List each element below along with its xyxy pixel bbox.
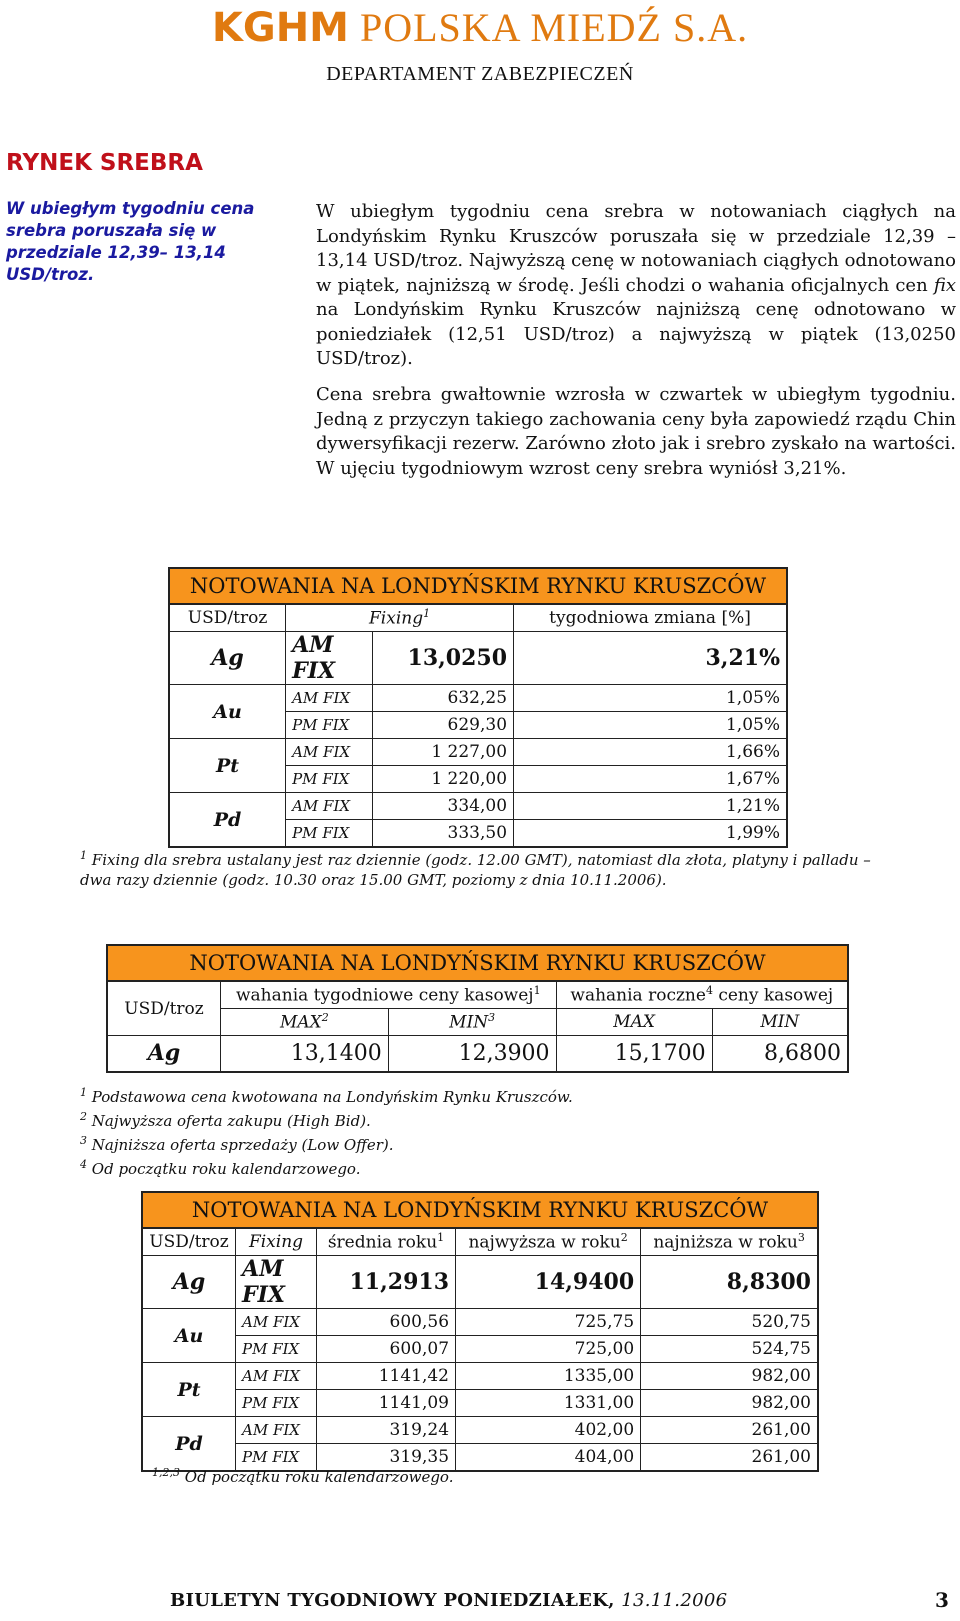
col-yearly: wahania roczne$^4$ ceny kasowej [556, 981, 848, 1009]
col-unit: USD/troz [107, 981, 221, 1036]
col-unit: USD/troz [142, 1228, 236, 1256]
table-row: Au AM FIX 632,25 1,05% [169, 685, 787, 712]
table-title: NOTOWANIA NA LONDYŃSKIM RYNKU KRUSZCÓW [169, 568, 787, 604]
col-change: tygodniowa zmiana [%] [514, 604, 787, 632]
table-row: PM FIX 600,07 725,00 524,75 [142, 1336, 818, 1363]
table2-footnotes: $^1$ Podstawowa cena kwotowana na Londyńskim Rynku Kruszców. $^2$ Najwyższa oferta zakupu (High Bid). $^3$ Najniższa oferta sprzedaży (Low Offer). $^4$ Od początku roku kalendarzowego. [80, 1086, 573, 1178]
table-yearly [141, 1191, 819, 1472]
table3-footnote: $^{1,2,3}$ Od początku roku kalendarzowego. [152, 1466, 454, 1486]
table-row: PM FIX 1141,09 1331,00 982,00 [142, 1390, 818, 1417]
company-title: KGHM POLSKA MIEDŹ S.A. [211, 5, 749, 51]
table-weekly-fixing [168, 567, 788, 848]
col-fixing: Fixing$^1$ [286, 604, 514, 632]
table-row: PM FIX 333,50 1,99% [169, 820, 787, 848]
table-row: Ag AM FIX 11,2913 14,9400 8,8300 [142, 1256, 818, 1309]
table-row: Ag AM FIX 13,0250 3,21% [169, 632, 787, 685]
table-row: Pd AM FIX 334,00 1,21% [169, 793, 787, 820]
col-unit: USD/troz [169, 604, 286, 632]
col-min: najniższa w roku$^3$ [641, 1228, 818, 1256]
section-title: RYNEK SREBRA [6, 150, 203, 176]
bulletin-footer: BIULETYN TYGODNIOWY PONIEDZIAŁEK, 13.11.2006 [170, 1590, 728, 1611]
table-title: NOTOWANIA NA LONDYŃSKIM RYNKU KRUSZCÓW [107, 945, 848, 981]
table-row: Pd AM FIX 319,24 402,00 261,00 [142, 1417, 818, 1444]
col-yearly-min: MIN [712, 1009, 848, 1036]
table-row: Ag 13,1400 12,3900 15,1700 8,6800 [107, 1036, 848, 1072]
table-title: NOTOWANIA NA LONDYŃSKIM RYNKU KRUSZCÓW [142, 1192, 818, 1228]
margin-note: W ubiegłym tygodniu cena srebra poruszała się w przedziale 12,39– 13,14 USD/troz. [6, 199, 255, 284]
table-row: Pt AM FIX 1 227,00 1,66% [169, 739, 787, 766]
col-max: najwyższa w roku$^2$ [456, 1228, 641, 1256]
department-title: DEPARTAMENT ZABEZPIECZEŃ [326, 63, 634, 85]
page-number: 3 [935, 1588, 949, 1612]
table-row: Pt AM FIX 1141,42 1335,00 982,00 [142, 1363, 818, 1390]
table-row: Au AM FIX 600,56 725,75 520,75 [142, 1309, 818, 1336]
table-row: PM FIX 319,35 404,00 261,00 [142, 1444, 818, 1472]
paragraph-1: W ubiegłym tygodniu cena srebra w notowaniach ciągłych na Londyńskim Rynku Kruszców poruszała się w przedziale 12,39 – 13,14 USD/troz. Najwyższą cenę w notowaniach ciągłych odnotowano w piątek, najniższą w środę. Jeśli chodzi o wahania oficjalnych cen fix na Londyńskim Rynku Kruszców najniższą cenę odnotowano w poniedziałek (12,51 USD/troz) a najwyższą w piątek (13,0250 USD/troz). [316, 201, 957, 369]
table-row: PM FIX 1 220,00 1,67% [169, 766, 787, 793]
col-yearly-max: MAX [556, 1009, 712, 1036]
col-fixing: Fixing [236, 1228, 317, 1256]
table1-footnote: $^1$ Fixing dla srebra ustalany jest raz dziennie (godz. 12.00 GMT), natomiast dla złota, platyny i palladu – dwa razy dziennie (godz. 10.30 oraz 15.00 GMT, poziomy z dnia 10.11.2006). [80, 849, 871, 889]
col-weekly: wahania tygodniowe ceny kasowej$^1$ [221, 981, 557, 1009]
col-weekly-min: MIN$^3$ [388, 1009, 556, 1036]
col-avg: średnia roku$^1$ [317, 1228, 456, 1256]
table-price-range [106, 944, 849, 1073]
table-row: PM FIX 629,30 1,05% [169, 712, 787, 739]
col-weekly-max: MAX$^2$ [221, 1009, 389, 1036]
paragraph-2: Cena srebra gwałtownie wzrosła w czwartek w ubiegłym tygodniu. Jedną z przyczyn takiego zachowania ceny była zapowiedź rządu Chin dywersyfikacji rezerw. Zarówno złoto jak i srebro zyskało na wartości. W ujęciu tygodniowym wzrost ceny srebra wyniósł 3,21%. [316, 384, 956, 479]
